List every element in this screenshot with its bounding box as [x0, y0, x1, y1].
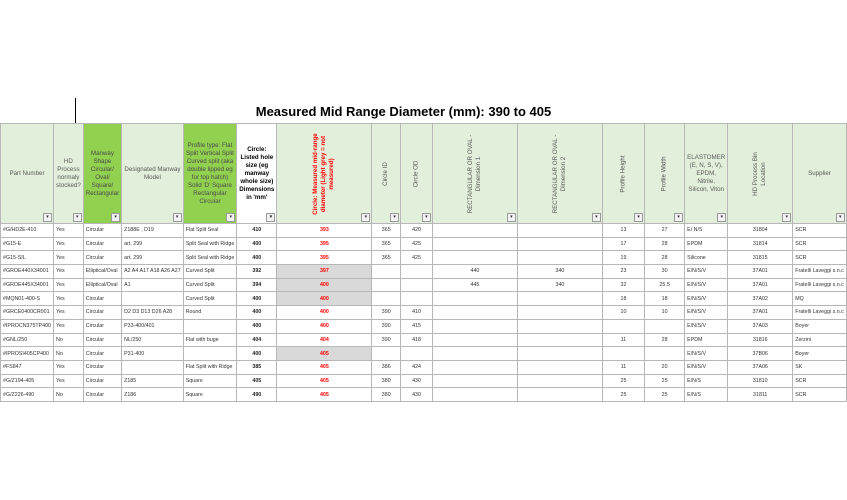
filter-dropdown-icon[interactable]: ▾	[422, 213, 431, 222]
cell-ph[interactable]: 11	[602, 333, 644, 347]
cell-ph[interactable]: 13	[602, 224, 644, 238]
cell-elast[interactable]: Silicone	[685, 251, 728, 265]
cell-cid[interactable]: 380	[372, 374, 401, 388]
cell-d1[interactable]: 445	[432, 278, 517, 292]
cell-d2[interactable]: 340	[517, 265, 602, 279]
cell-part[interactable]: #G15-SIL	[1, 251, 54, 265]
cell-d1[interactable]	[432, 333, 517, 347]
cell-bin[interactable]: 31814	[728, 237, 793, 251]
cell-supplier[interactable]: SCR	[793, 388, 847, 402]
cell-listed[interactable]: 405	[237, 374, 277, 388]
cell-measured[interactable]: 404	[277, 333, 372, 347]
table-row	[1, 237, 847, 251]
filter-dropdown-icon[interactable]: ▾	[782, 213, 791, 222]
cell-profile[interactable]	[183, 319, 237, 333]
cell-cod[interactable]: 430	[401, 374, 433, 388]
table-row	[1, 251, 847, 265]
filter-dropdown-icon[interactable]: ▾	[592, 213, 601, 222]
cell-bin[interactable]: 31816	[728, 333, 793, 347]
cell-model[interactable]: P33-400/401	[122, 319, 184, 333]
cell-listed[interactable]: 400	[237, 306, 277, 320]
cell-d1[interactable]	[432, 237, 517, 251]
cell-model[interactable]: P31-400	[122, 347, 184, 361]
cell-elast[interactable]: E/N/S/V	[685, 292, 728, 306]
cell-bin[interactable]: 31804	[728, 224, 793, 238]
cell-listed[interactable]: 404	[237, 333, 277, 347]
cell-cid[interactable]	[372, 292, 401, 306]
header-rect-dim2[interactable]: RECTANGULAR OR OVAL -Dimension 2 ▾	[517, 124, 602, 224]
cell-shape[interactable]: Circular	[83, 388, 121, 402]
cell-listed[interactable]: 400	[237, 237, 277, 251]
cell-d1[interactable]: 440	[432, 265, 517, 279]
cell-model[interactable]: Z185	[122, 374, 184, 388]
cell-shape[interactable]: Circular	[83, 251, 121, 265]
cell-shape[interactable]: Circular	[83, 360, 121, 374]
cell-model[interactable]: A2 A4 A17 A18 A26 A27	[122, 265, 184, 279]
cell-supplier[interactable]: Boyer	[793, 347, 847, 361]
cell-elast[interactable]: E/N/S/V	[685, 347, 728, 361]
cell-hd[interactable]: Yes	[54, 278, 84, 292]
cell-part[interactable]: #GROE445X34001	[1, 278, 54, 292]
cell-d2[interactable]	[517, 319, 602, 333]
cell-cod[interactable]	[401, 278, 433, 292]
table-row	[1, 374, 847, 388]
cell-shape[interactable]: Elliptical/Oval	[83, 265, 121, 279]
cell-listed[interactable]: 400	[237, 319, 277, 333]
cell-d2[interactable]	[517, 374, 602, 388]
cell-profile[interactable]: Flat Split Seal	[183, 224, 237, 238]
cell-cod[interactable]: 418	[401, 333, 433, 347]
cell-measured[interactable]: 400	[277, 319, 372, 333]
cell-d1[interactable]	[432, 374, 517, 388]
cell-supplier[interactable]: Fratelli Laveggi s.n.c	[793, 306, 847, 320]
filter-dropdown-icon[interactable]: ▾	[111, 213, 120, 222]
header-hd-bin[interactable]: HD Process Bin Location ▾	[728, 124, 793, 224]
cell-elast[interactable]: E/N/S/V	[685, 265, 728, 279]
header-profile-height[interactable]: Profile Height ▾	[602, 124, 644, 224]
cell-pw[interactable]: 28	[645, 251, 685, 265]
cell-hd[interactable]: Yes	[54, 265, 84, 279]
cell-supplier[interactable]: MQ	[793, 292, 847, 306]
cell-d1[interactable]	[432, 347, 517, 361]
cell-profile[interactable]: Curved Split	[183, 292, 237, 306]
header-manway-shape[interactable]: Manway Shape Circular/ Oval/ Square/ Rectangular ▾	[83, 124, 121, 224]
gasket-table	[0, 123, 847, 402]
filter-dropdown-icon[interactable]: ▾	[634, 213, 643, 222]
cell-elast[interactable]: E/ N/S	[685, 224, 728, 238]
header-circle-od[interactable]: Circle OD ▾	[401, 124, 433, 224]
cell-cid[interactable]: 380	[372, 388, 401, 402]
cell-ph[interactable]: 19	[602, 251, 644, 265]
cell-d1[interactable]	[432, 292, 517, 306]
table-row	[1, 265, 847, 279]
cell-shape[interactable]: Circular	[83, 347, 121, 361]
cell-elast[interactable]: EPDM	[685, 333, 728, 347]
cell-d2[interactable]	[517, 306, 602, 320]
cell-listed[interactable]: 400	[237, 292, 277, 306]
cell-ph[interactable]: 32	[602, 278, 644, 292]
cell-model[interactable]: art. 299	[122, 237, 184, 251]
filter-dropdown-icon[interactable]: ▾	[507, 213, 516, 222]
cell-cid[interactable]: 390	[372, 306, 401, 320]
cell-shape[interactable]: Elliptical/Oval	[83, 278, 121, 292]
header-circle-id[interactable]: Circle ID ▾	[372, 124, 401, 224]
cell-hd[interactable]: No	[54, 333, 84, 347]
filter-dropdown-icon[interactable]: ▾	[674, 213, 683, 222]
cell-supplier[interactable]: Boyer	[793, 319, 847, 333]
cell-pw[interactable]: 18	[645, 292, 685, 306]
cell-cid[interactable]	[372, 278, 401, 292]
cell-listed[interactable]: 490	[237, 388, 277, 402]
cell-cod[interactable]: 420	[401, 224, 433, 238]
cell-bin[interactable]: 37A03	[728, 319, 793, 333]
cell-d1[interactable]	[432, 306, 517, 320]
cell-bin[interactable]: 37A06	[728, 360, 793, 374]
cell-pw[interactable]: 28	[645, 333, 685, 347]
header-row	[1, 124, 847, 224]
cell-cid[interactable]: 386	[372, 360, 401, 374]
header-designated-manway[interactable]: Designated Manway Model ▾	[122, 124, 184, 224]
cell-d2[interactable]: 340	[517, 278, 602, 292]
cell-supplier[interactable]: SCR	[793, 251, 847, 265]
cell-supplier[interactable]: Fratelli Laveggi s.n.c	[793, 265, 847, 279]
cell-shape[interactable]: Circular	[83, 333, 121, 347]
cell-d2[interactable]	[517, 224, 602, 238]
cell-measured[interactable]: 405	[277, 388, 372, 402]
cell-hd[interactable]: Yes	[54, 306, 84, 320]
cell-hd[interactable]: Yes	[54, 237, 84, 251]
cell-pw[interactable]: 20	[645, 360, 685, 374]
cell-bin[interactable]: 31810	[728, 374, 793, 388]
cell-bin[interactable]: 31815	[728, 251, 793, 265]
cell-profile[interactable]: Split Seal with Ridge	[183, 251, 237, 265]
cell-profile[interactable]	[183, 347, 237, 361]
cell-d1[interactable]	[432, 388, 517, 402]
header-hd-process[interactable]: HD Process normaly stocked? ▾	[54, 124, 84, 224]
cell-measured[interactable]: 405	[277, 347, 372, 361]
header-circle-measured[interactable]: Circle: Measured mid-range diameter (Light grey = not measured) ▾	[277, 124, 372, 224]
cell-measured[interactable]: 395	[277, 251, 372, 265]
filter-dropdown-icon[interactable]: ▾	[173, 213, 182, 222]
cell-d2[interactable]	[517, 333, 602, 347]
cell-hd[interactable]: Yes	[54, 319, 84, 333]
cell-d2[interactable]	[517, 251, 602, 265]
cell-cid[interactable]: 365	[372, 237, 401, 251]
cell-bin[interactable]: 31811	[728, 388, 793, 402]
cell-model[interactable]	[122, 292, 184, 306]
cell-part[interactable]: #FS847	[1, 360, 54, 374]
cell-d1[interactable]	[432, 251, 517, 265]
cell-supplier[interactable]: SK	[793, 360, 847, 374]
header-circle-listed[interactable]: Circle: Listed hole size (eg manway whole size) Dimensions in 'mm' ▾	[237, 124, 277, 224]
cell-pw[interactable]: 25.5	[645, 278, 685, 292]
cell-ph[interactable]: 25	[602, 374, 644, 388]
cell-measured[interactable]: 400	[277, 278, 372, 292]
cell-elast[interactable]: E/N/S/V	[685, 306, 728, 320]
table-row	[1, 388, 847, 402]
cell-supplier[interactable]: SCR	[793, 224, 847, 238]
cell-ph[interactable]: 10	[602, 306, 644, 320]
cell-bin[interactable]: 37A01	[728, 278, 793, 292]
cell-model[interactable]: A1	[122, 278, 184, 292]
cell-listed[interactable]: 392	[237, 265, 277, 279]
cell-cod[interactable]: 410	[401, 306, 433, 320]
cell-profile[interactable]: Curved Split	[183, 278, 237, 292]
cell-measured[interactable]: 400	[277, 292, 372, 306]
cell-pw[interactable]	[645, 319, 685, 333]
header-supplier[interactable]: Supplier ▾	[793, 124, 847, 224]
cell-shape[interactable]: Circular	[83, 319, 121, 333]
cell-bin[interactable]: 37B06	[728, 347, 793, 361]
header-profile-type[interactable]: Profile type: Flat Split Vertical Split Curved split (aka double lipped eg for top hatch) Solid 'D' Square Rectangular Circular ▾	[183, 124, 237, 224]
cell-bin[interactable]: 37A01	[728, 265, 793, 279]
cell-cod[interactable]	[401, 265, 433, 279]
cell-hd[interactable]: Yes	[54, 360, 84, 374]
cell-supplier[interactable]: SCR	[793, 237, 847, 251]
cell-part[interactable]: #G/Z226-490	[1, 388, 54, 402]
cell-part[interactable]: #GROE440X34001	[1, 265, 54, 279]
filter-dropdown-icon[interactable]: ▾	[390, 213, 399, 222]
cell-part[interactable]: #MQN01-400-S	[1, 292, 54, 306]
cell-elast[interactable]: E/N/S/V	[685, 319, 728, 333]
cell-hd[interactable]: Yes	[54, 374, 84, 388]
cell-measured[interactable]: 405	[277, 374, 372, 388]
cell-part[interactable]: #G15-E	[1, 237, 54, 251]
cell-listed[interactable]: 410	[237, 224, 277, 238]
header-rect-dim1[interactable]: RECTANGULAR OR OVAL -Dimension 1 ▾	[432, 124, 517, 224]
cell-listed[interactable]: 400	[237, 347, 277, 361]
cell-part[interactable]: #IPROCN375TP400	[1, 319, 54, 333]
cell-measured[interactable]: 393	[277, 224, 372, 238]
cell-pw[interactable]: 10	[645, 306, 685, 320]
cell-cid[interactable]: 365	[372, 251, 401, 265]
cell-d2[interactable]	[517, 360, 602, 374]
cell-pw[interactable]: 25	[645, 374, 685, 388]
cell-pw[interactable]: 27	[645, 224, 685, 238]
cell-hd[interactable]: No	[54, 388, 84, 402]
cell-part[interactable]: #IPROSI405CP400	[1, 347, 54, 361]
cell-bin[interactable]: 37A02	[728, 292, 793, 306]
cell-listed[interactable]: 400	[237, 251, 277, 265]
sheet-title: Measured Mid Range Diameter (mm): 390 to 405	[255, 104, 552, 119]
cell-ph[interactable]	[602, 347, 644, 361]
cell-hd[interactable]: Yes	[54, 224, 84, 238]
cell-elast[interactable]: E/N/S	[685, 374, 728, 388]
cell-cid[interactable]	[372, 265, 401, 279]
cell-cid[interactable]	[372, 347, 401, 361]
table-row	[1, 224, 847, 238]
table-row	[1, 360, 847, 374]
cell-d2[interactable]	[517, 237, 602, 251]
cell-shape[interactable]: Circular	[83, 224, 121, 238]
table-row	[1, 292, 847, 306]
cell-shape[interactable]: Circular	[83, 374, 121, 388]
cell-ph[interactable]: 25	[602, 388, 644, 402]
cell-d1[interactable]	[432, 360, 517, 374]
cell-d1[interactable]	[432, 224, 517, 238]
cell-measured[interactable]: 395	[277, 237, 372, 251]
cell-hd[interactable]: Yes	[54, 251, 84, 265]
cell-profile[interactable]: Square	[183, 388, 237, 402]
cell-pw[interactable]: 25	[645, 388, 685, 402]
cell-model[interactable]: NL/250	[122, 333, 184, 347]
cell-ph[interactable]: 17	[602, 237, 644, 251]
filter-dropdown-icon[interactable]: ▾	[361, 213, 370, 222]
cell-measured[interactable]: 405	[277, 360, 372, 374]
cell-d2[interactable]	[517, 388, 602, 402]
cell-measured[interactable]: 400	[277, 306, 372, 320]
cell-ph[interactable]: 11	[602, 360, 644, 374]
cell-pw[interactable]: 28	[645, 237, 685, 251]
cell-part[interactable]: #GNL/250	[1, 333, 54, 347]
title-banner	[75, 100, 731, 125]
cell-ph[interactable]: 18	[602, 292, 644, 306]
cell-cid[interactable]: 390	[372, 333, 401, 347]
cell-model[interactable]: art. 299	[122, 251, 184, 265]
cell-pw[interactable]	[645, 347, 685, 361]
filter-dropdown-icon[interactable]: ▾	[43, 213, 52, 222]
cell-d2[interactable]	[517, 292, 602, 306]
cell-cod[interactable]: 424	[401, 360, 433, 374]
cell-hd[interactable]: No	[54, 347, 84, 361]
cell-shape[interactable]: Circular	[83, 237, 121, 251]
cell-cod[interactable]: 425	[401, 237, 433, 251]
table-row	[1, 278, 847, 292]
cell-listed[interactable]: 394	[237, 278, 277, 292]
cell-profile[interactable]: Round	[183, 306, 237, 320]
cell-cod[interactable]: 415	[401, 319, 433, 333]
cell-pw[interactable]: 30	[645, 265, 685, 279]
cell-model[interactable]: Z188E , D19	[122, 224, 184, 238]
cell-hd[interactable]: Yes	[54, 292, 84, 306]
cell-model[interactable]: Z186	[122, 388, 184, 402]
filter-dropdown-icon[interactable]: ▾	[73, 213, 82, 222]
cell-cod[interactable]	[401, 347, 433, 361]
cell-cid[interactable]: 390	[372, 319, 401, 333]
cell-profile[interactable]: Flat with buge	[183, 333, 237, 347]
cell-part[interactable]: #G/Z194-405	[1, 374, 54, 388]
cell-supplier[interactable]: SCR	[793, 374, 847, 388]
cell-cod[interactable]: 425	[401, 251, 433, 265]
filter-dropdown-icon[interactable]: ▾	[226, 213, 235, 222]
filter-dropdown-icon[interactable]: ▾	[266, 213, 275, 222]
header-profile-width[interactable]: Profile Width ▾	[645, 124, 685, 224]
cell-shape[interactable]: Circular	[83, 292, 121, 306]
cell-elast[interactable]: E/N/S/V	[685, 360, 728, 374]
header-part-number[interactable]: Part Number ▾	[1, 124, 54, 224]
table-row	[1, 333, 847, 347]
cell-part[interactable]: #G/HD2E-410	[1, 224, 54, 238]
cell-cod[interactable]	[401, 292, 433, 306]
table-row	[1, 319, 847, 333]
cell-bin[interactable]: 37A01	[728, 306, 793, 320]
cell-elast[interactable]: E/N/S/V	[685, 278, 728, 292]
table-row	[1, 306, 847, 320]
header-elastomer[interactable]: ELASTOMER (E, N, S, V), EPDM, Nitrile, Silicon, Viton ▾	[685, 124, 728, 224]
cell-supplier[interactable]: Zerzini	[793, 333, 847, 347]
filter-dropdown-icon[interactable]: ▾	[717, 213, 726, 222]
cell-d2[interactable]	[517, 347, 602, 361]
cell-profile[interactable]: Square	[183, 374, 237, 388]
table-row	[1, 347, 847, 361]
cell-model[interactable]	[122, 360, 184, 374]
filter-dropdown-icon[interactable]: ▾	[836, 213, 845, 222]
cell-profile[interactable]: Curved Split	[183, 265, 237, 279]
cell-shape[interactable]: Circular	[83, 306, 121, 320]
cell-part[interactable]: #GRCE0400CR001	[1, 306, 54, 320]
cell-profile[interactable]: Split Seal with Ridge	[183, 237, 237, 251]
cell-elast[interactable]: E/N/S	[685, 388, 728, 402]
cell-listed[interactable]: 385	[237, 360, 277, 374]
cell-ph[interactable]: 23	[602, 265, 644, 279]
cell-supplier[interactable]: Fratelli Laveggi s.n.c	[793, 278, 847, 292]
cell-model[interactable]: D2 D3 D13 D26 A28	[122, 306, 184, 320]
cell-profile[interactable]: Flat Split with Ridge	[183, 360, 237, 374]
cell-measured[interactable]: 397	[277, 265, 372, 279]
cell-cid[interactable]: 365	[372, 224, 401, 238]
cell-d1[interactable]	[432, 319, 517, 333]
cell-ph[interactable]	[602, 319, 644, 333]
cell-cod[interactable]: 430	[401, 388, 433, 402]
cell-elast[interactable]: EPDM	[685, 237, 728, 251]
